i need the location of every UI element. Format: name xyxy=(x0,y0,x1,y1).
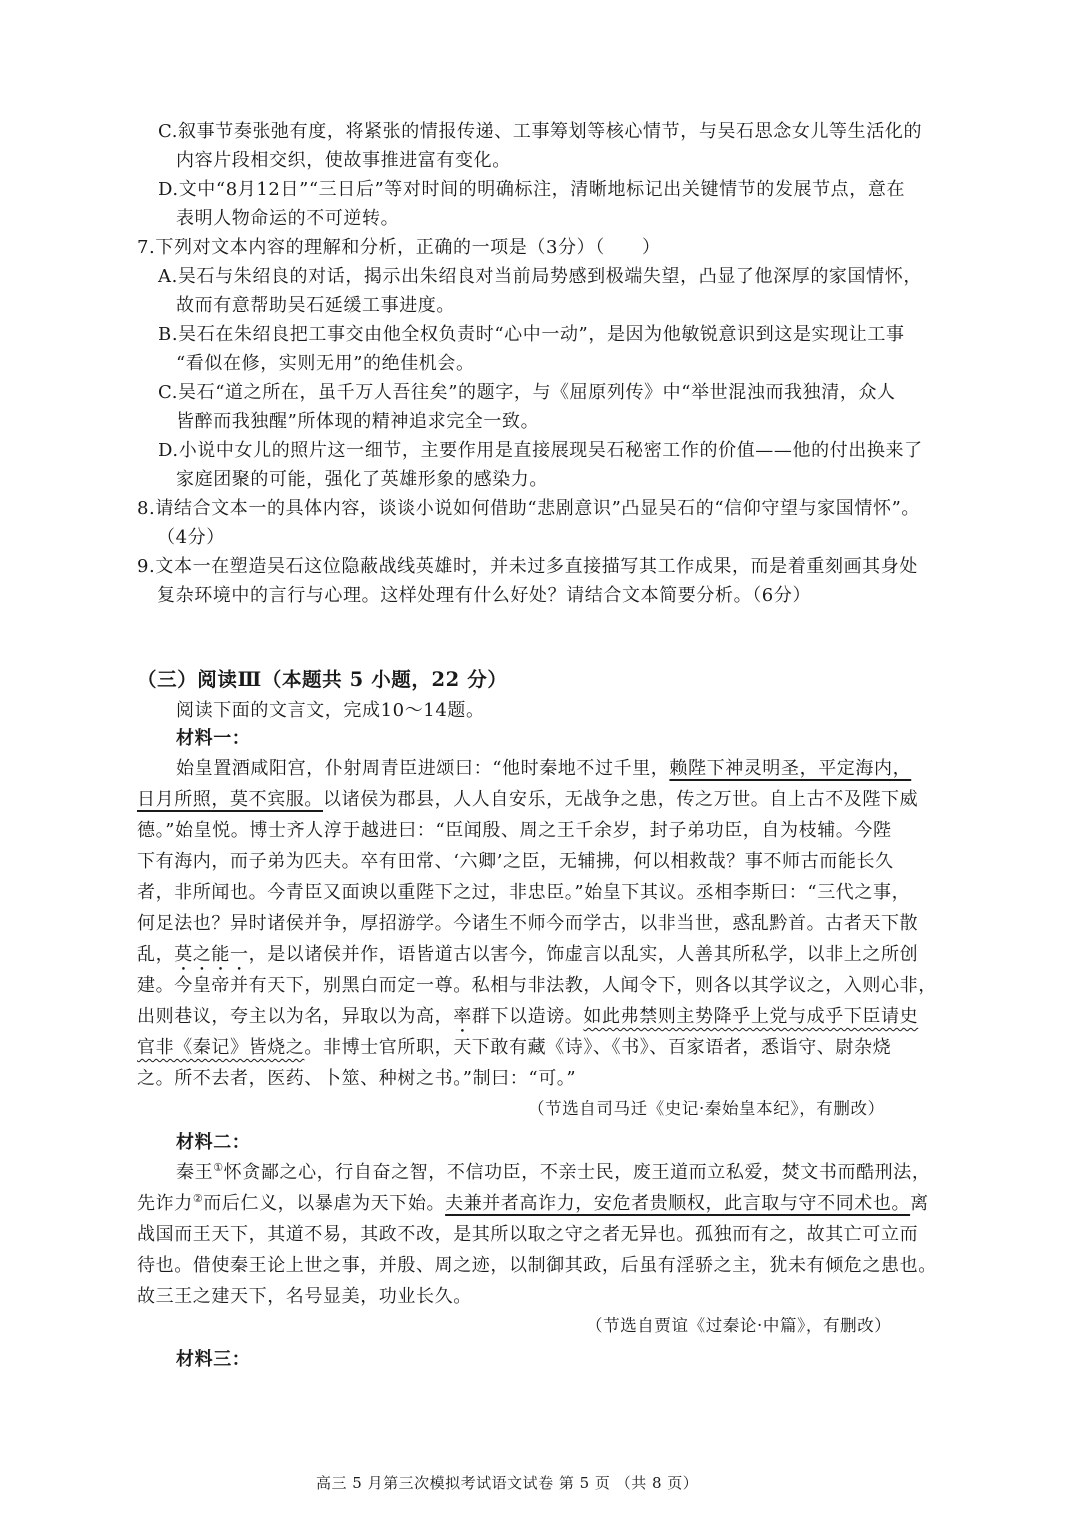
material-1-line: 德。”始皇悦。博士齐人淳于越进曰：“臣闻殷、周之王千余岁，封子弟功臣，自为枝辅。今陛 xyxy=(137,820,892,841)
q7-option-d-line2: 家庭团聚的可能，强化了英雄形象的感染力。 xyxy=(176,469,548,490)
material-1-line: 何足法也？异时诸侯并争，厚招游学。今诸生不师今而学古，以非当世，惑乱黔首。古者天下散 xyxy=(137,913,919,934)
q8-line1: 8.请结合文本一的具体内容，谈谈小说如何借助“悲剧意识”凸显吴石的“信仰守望与家国情怀”。 xyxy=(137,498,920,519)
material-1-line xyxy=(137,1002,918,1037)
wavy-underlined-sentence: 官非《秦记》皆烧之 xyxy=(137,1037,305,1058)
material-2-line xyxy=(176,1158,930,1184)
q7-option-c-line2: 皆醉而我独醒”所体现的精神追求完全一致。 xyxy=(176,411,540,432)
material-2-label: 材料二： xyxy=(176,1132,251,1153)
q7-option-b-line2: “看似在修，实则无用”的绝佳机会。 xyxy=(176,353,475,374)
text-run: 怀贪鄙之心，行自奋之智，不信功臣，不亲士民，废王道而立私爱，焚文书而酷刑法， xyxy=(223,1162,931,1183)
text-run: 出则巷议，夸主以为名，异取以为高， xyxy=(137,1006,454,1027)
text-run: 离 xyxy=(910,1193,929,1214)
material-2-line: 故三王之建天下，名号显美，功业长久。 xyxy=(137,1286,472,1307)
q6-option-d-line1: D.文中“8月12日”“三日后”等对时间的明确标注，清晰地标记出关键情节的发展节点，意在 xyxy=(158,179,906,200)
q6-option-c-line2: 内容片段相交织，使故事推进富有变化。 xyxy=(176,150,511,171)
material-2-source: （节选自贾谊《过秦论·中篇》，有删改） xyxy=(586,1316,892,1335)
section-3-instruction: 阅读下面的文言文，完成10～14题。 xyxy=(176,700,485,721)
text-run: 始皇置酒咸阳宫，仆射周青臣进颂曰：“他时秦地不过千里， xyxy=(176,758,670,779)
material-1-source: （节选自司马迁《史记·秦始皇本纪》，有删改） xyxy=(528,1099,885,1118)
dotted-phrase: 莫之能一 xyxy=(174,944,249,965)
footnote-mark: ① xyxy=(213,1161,224,1174)
q6-option-d-line2: 表明人物命运的不可逆转。 xyxy=(176,208,400,229)
q6-option-c-line1: C.叙事节奏张弛有度，将紧张的情报传递、工事筹划等核心情节，与吴石思念女儿等生活化的 xyxy=(158,121,923,142)
material-1-line xyxy=(137,1033,891,1059)
text-run: 乱， xyxy=(137,944,175,965)
q7-option-a-line1: A.吴石与朱绍良的对话，揭示出朱绍良对当前局势感到极端失望，凸显了他深厚的家国情怀， xyxy=(158,266,922,287)
material-1-line: 者，非所闻也。今青臣又面谀以重陛下之过，非忠臣。”始皇下其议。丞相李斯曰：“三代之事， xyxy=(137,882,911,903)
q7-option-b-line1: B.吴石在朱绍良把工事交由他全权负责时“心中一动”，是因为他敏锐意识到这是实现让工事 xyxy=(158,324,905,345)
material-2-line: 待也。借使秦王论上世之事，并殷、周之迹，以制御其政，后虽有淫骄之主，犹未有倾危之患也。 xyxy=(137,1255,937,1276)
text-run: 秦王 xyxy=(176,1162,214,1183)
material-3-label: 材料三： xyxy=(176,1349,251,1370)
q9-line1: 9.文本一在塑造吴石这位隐蔽战线英雄时，并未过多直接描写其工作成果，而是着重刻画其身处 xyxy=(137,556,918,577)
underlined-sentence: 夫兼并者高诈力，安危者贵顺权，此言取与守不同术也。 xyxy=(445,1193,911,1214)
material-1-label: 材料一： xyxy=(176,728,251,749)
wavy-underlined-sentence: 如此弗禁则主势降乎上党与成乎下臣请史 xyxy=(583,1006,919,1027)
text-run: ，是以诸侯并作，语皆道古以害今，饰虚言以乱实，人善其所私学，以非上之所创 xyxy=(248,944,919,965)
text-run: 以诸侯为郡县，人人自安乐，无战争之患，传之万世。自上古不及陛下威 xyxy=(323,789,919,810)
q7-option-a-line2: 故而有意帮助吴石延缓工事进度。 xyxy=(176,295,455,316)
footnote-mark: ② xyxy=(192,1192,204,1205)
q7-stem: 7.下列对文本内容的理解和分析，正确的一项是（3分）（ ） xyxy=(137,237,661,258)
underlined-sentence: 日月所照，莫不宾服。 xyxy=(137,789,323,810)
q8-line2: （4分） xyxy=(157,527,225,548)
q7-option-d-line1: D.小说中女儿的照片这一细节，主要作用是直接展现吴石秘密工作的价值——他的付出换来了 xyxy=(158,440,923,461)
material-2-line: 战国而王天下，其道不易，其政不改，是其所以取之守之者无异也。孤独而有之，故其亡可立而 xyxy=(137,1224,919,1245)
section-3-heading: （三）阅读Ⅲ（本题共 5 小题，22 分） xyxy=(137,668,508,691)
text-run: 。非博士官所职，天下敢有藏《诗》、《书》、百家语者，悉诣守、尉杂烧 xyxy=(304,1037,892,1058)
material-1-line xyxy=(176,754,911,780)
text-run: 而后仁义，以暴虐为天下始。 xyxy=(203,1193,446,1214)
text-run: 群下以造谤。 xyxy=(471,1006,584,1027)
material-2-line xyxy=(137,1189,929,1215)
q9-line2: 复杂环境中的言行与心理。这样处理有什么好处？请结合文本简要分析。（6分） xyxy=(157,585,812,606)
page-footer: 高三 5 月第三次模拟考试语文试卷 第 5 页 （共 8 页） xyxy=(316,1474,699,1492)
text-run: 先诈力 xyxy=(137,1193,193,1214)
material-1-line: 建。今皇帝并有天下，别黑白而定一尊。私相与非法教，人闻令下，则各以其学议之，入则心非， xyxy=(137,975,937,996)
material-1-line xyxy=(137,940,918,975)
underlined-sentence: 赖陛下神灵明圣，平定海内， xyxy=(669,758,912,779)
material-1-line: 之。所不去者，医药、卜筮、种树之书。”制曰：“可。” xyxy=(137,1068,577,1089)
material-1-line: 下有海内，而子弟为匹夫。卒有田常、‘六卿’之臣，无辅拂，何以相救哉？事不师古而能长久 xyxy=(137,851,894,872)
material-1-line xyxy=(137,785,918,811)
q7-option-c-line1: C.吴石“道之所在，虽千万人吾往矣”的题字，与《屈原列传》中“举世混浊而我独清，众人 xyxy=(158,382,896,403)
dotted-char: 率 xyxy=(453,1006,472,1027)
